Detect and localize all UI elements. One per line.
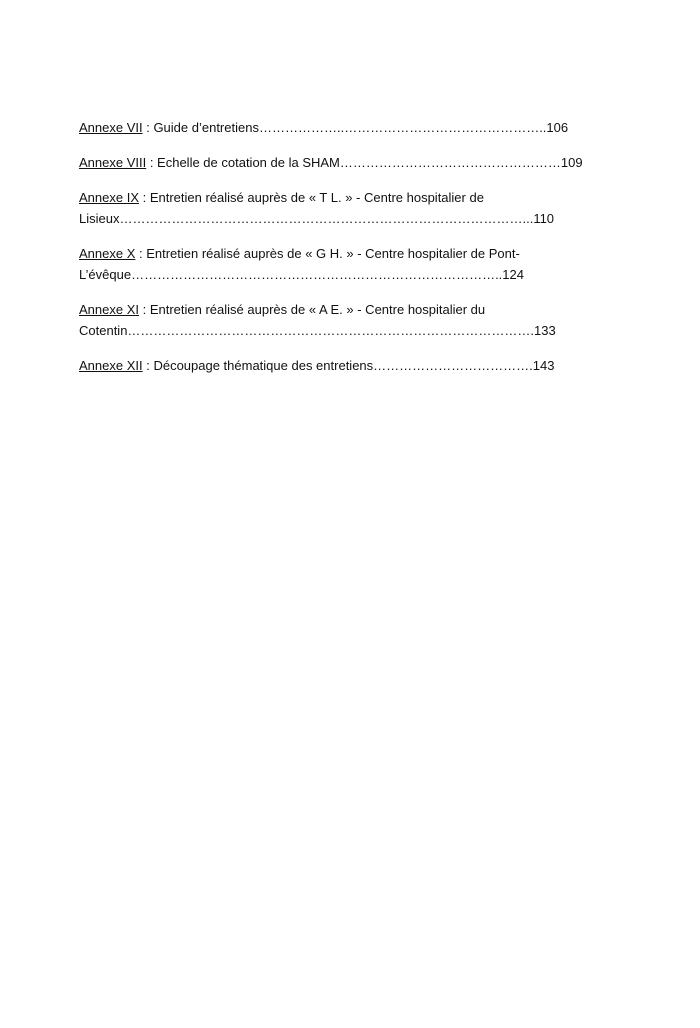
- toc-entry-title-continued: Lisieux: [79, 211, 120, 226]
- toc-entry-line: [79, 299, 599, 320]
- toc-entry-page-number: 143: [532, 358, 555, 373]
- toc-entry-line: [79, 264, 599, 285]
- toc-entry-leader: ……………………………………………: [339, 155, 561, 170]
- toc-entry-title: : Guide d’entretiens: [142, 120, 259, 135]
- toc-entry-annexe-viii: [79, 152, 599, 173]
- toc-entry-label[interactable]: Annexe VIII: [79, 155, 147, 170]
- toc-entry-label[interactable]: Annexe X: [79, 246, 136, 261]
- toc-entry-line: [79, 243, 599, 264]
- toc-entry-leader: ………………..………………………………………..: [258, 120, 547, 135]
- toc-entry-title: : Entretien réalisé auprès de « A E. » - Centre hospitalier du: [139, 302, 486, 317]
- toc-entry-line: [79, 355, 599, 376]
- toc-entry-annexe-xi: [79, 299, 599, 341]
- toc-entry-annexe-ix: [79, 187, 599, 229]
- toc-entry-line: [79, 320, 599, 341]
- toc-entry-page-number: 106: [546, 120, 569, 135]
- toc-entry-leader: ………………………………………………………………………………….: [127, 323, 535, 338]
- table-of-contents: [79, 117, 599, 390]
- toc-entry-page-number: 109: [560, 155, 583, 170]
- toc-entry-leader: …………………………………………………………………………..: [131, 267, 503, 282]
- toc-entry-title-continued: L’évêque: [79, 267, 132, 282]
- toc-entry-label[interactable]: Annexe XI: [79, 302, 139, 317]
- toc-entry-title: : Entretien réalisé auprès de « T L. » - Centre hospitalier de: [139, 190, 484, 205]
- toc-entry-leader: ……………………………….: [373, 358, 533, 373]
- toc-entry-title: : Découpage thématique des entretiens: [142, 358, 374, 373]
- toc-entry-line: [79, 152, 599, 173]
- toc-entry-page-number: 124: [502, 267, 524, 282]
- toc-entry-page-number: 133: [534, 323, 556, 338]
- toc-entry-title-continued: Cotentin: [79, 323, 128, 338]
- toc-entry-label[interactable]: Annexe VII: [79, 120, 143, 135]
- toc-entry-title: : Entretien réalisé auprès de « G H. » - Centre hospitalier de Pont-: [135, 246, 520, 261]
- toc-entry-annexe-x: [79, 243, 599, 285]
- toc-entry-leader: …………………………………………………………………………………...: [119, 211, 534, 226]
- toc-entry-line: [79, 117, 599, 138]
- toc-entry-line: [79, 208, 599, 229]
- toc-entry-label[interactable]: Annexe IX: [79, 190, 139, 205]
- toc-entry-annexe-xii: [79, 355, 599, 376]
- toc-entry-page-number: 110: [533, 211, 555, 226]
- toc-entry-annexe-vii: [79, 117, 599, 138]
- toc-entry-line: [79, 187, 599, 208]
- toc-entry-label[interactable]: Annexe XII: [79, 358, 143, 373]
- toc-entry-title: : Echelle de cotation de la SHAM: [146, 155, 340, 170]
